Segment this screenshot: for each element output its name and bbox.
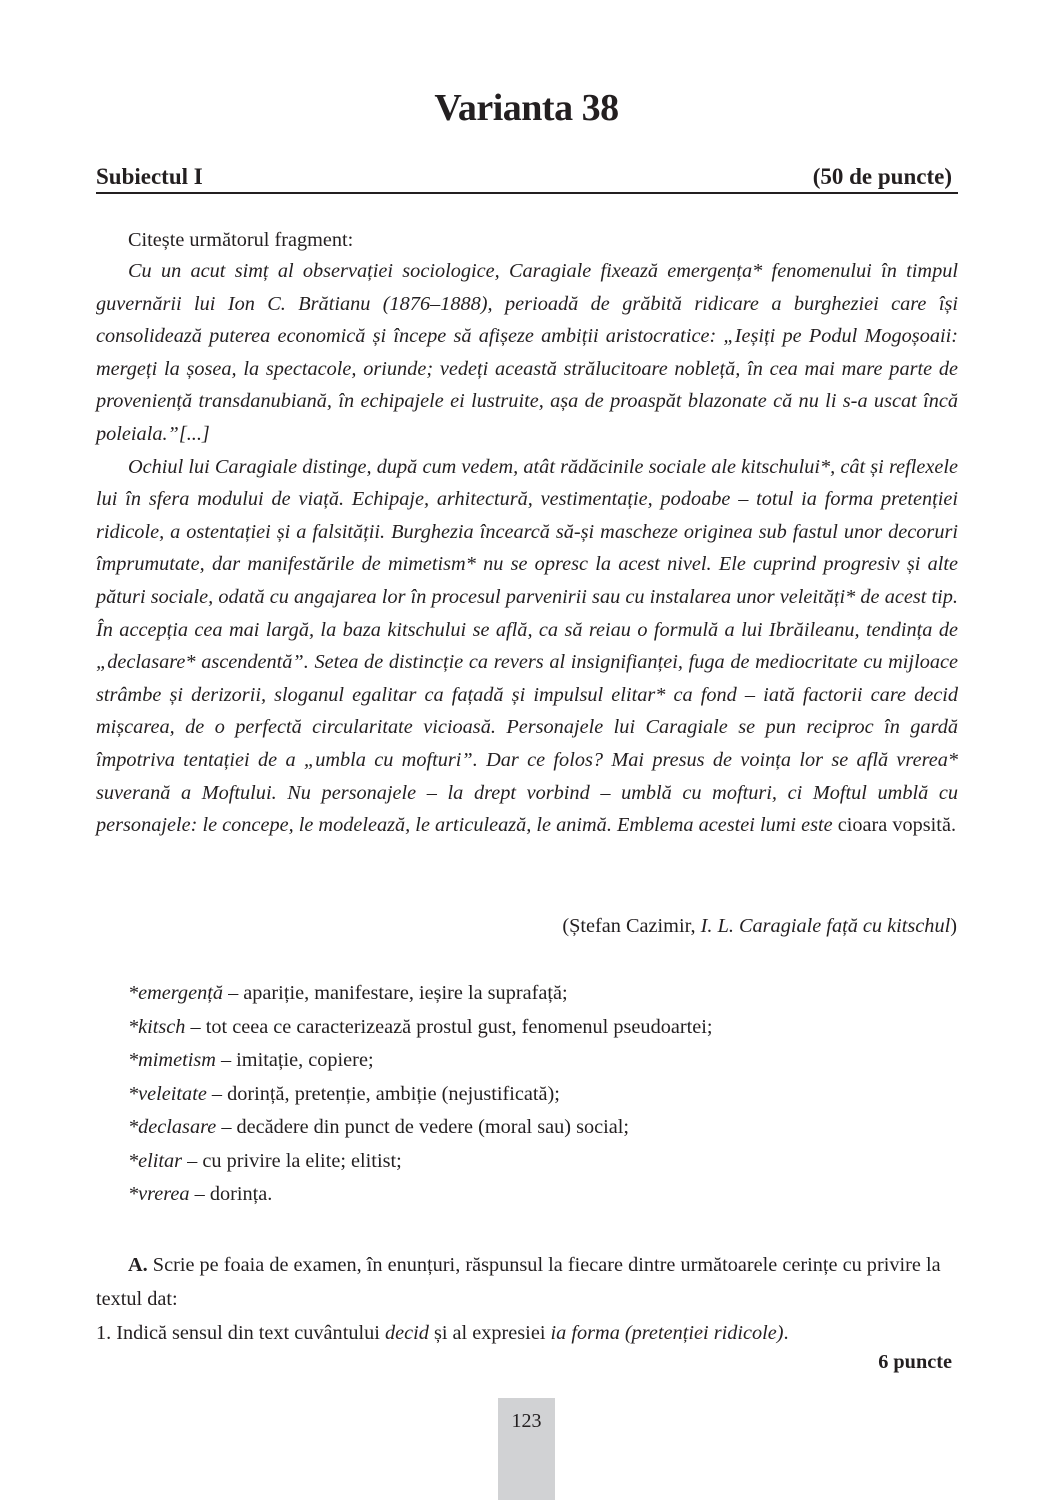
glossary-item: [128, 1044, 713, 1078]
question-1-prefix: 1. Indică sensul din text cuvântului: [96, 1322, 385, 1344]
source-work-title: I. L. Caragiale față cu kitschul: [700, 915, 951, 937]
glossary-item: [128, 1011, 713, 1045]
intro-text: Citește următorul fragment:: [128, 229, 354, 251]
glossary-item: [128, 1145, 713, 1179]
glossary-definition: – apariție, manifestare, ieșire la suprafață;: [223, 982, 568, 1004]
page-title: Varianta 38: [434, 87, 619, 129]
glossary-definition: – cu privire la elite; elitist;: [182, 1149, 402, 1172]
question-1-suffix: .: [783, 1322, 789, 1344]
question-1-points: 6 puncte: [878, 1351, 952, 1373]
glossary-definition: – dorință, pretenție, ambiție (nejustificată);: [206, 1082, 560, 1105]
question-1-expression: ia forma (pretenției ridicole): [550, 1322, 784, 1344]
text-fragment: [96, 255, 958, 842]
fragment-paragraph-1: Cu un acut simț al observației sociologice, Caragiale fixează emergența* fenomenului în timpul guvernării lui Ion C. Brătianu (1876–1888), perioadă de grăbită ridicare a burgheziei care își consolidează puterea economică și începe să afișeze ambiții aristocratice: „Ieșiți pe Podul Mogoșoaii: mergeți la șosea, la spectacole, oriunde; vedeți această strălucitoare nobleță, în cea mai mare parte de proveniență transdanubiană, în echipajele ei lustruite, așa de proaspăt blazonate că nu li s-a uscat încă poleiala.”[...]: [96, 260, 958, 445]
question-1-word: decid: [384, 1322, 429, 1344]
subject-points: (50 de puncte): [812, 164, 952, 189]
source-close: ): [950, 915, 957, 937]
glossary-definition: – imitație, copiere;: [215, 1049, 374, 1071]
page-number: 123: [511, 1410, 542, 1432]
glossary-term: *elitar: [128, 1149, 183, 1172]
glossary-definition: – tot ceea ce caracterizează prostul gust, fenomenul pseudoartei;: [185, 1015, 713, 1038]
question-1: [96, 1316, 958, 1350]
task-instruction-text: Scrie pe foaia de examen, în enunțuri, răspunsul la fiecare dintre următoarele cerințe cu privire la textul dat:: [96, 1254, 941, 1310]
subject-header: [96, 164, 958, 194]
source-author: (Ștefan Cazimir,: [562, 915, 701, 937]
glossary-term: *declasare: [128, 1116, 217, 1138]
glossary-item: [128, 1111, 713, 1145]
glossary-term: *emergență: [128, 982, 223, 1004]
task-section-a: [96, 1248, 958, 1350]
glossary: [128, 977, 713, 1212]
reading-intro: [96, 224, 958, 257]
glossary-term: *veleitate: [128, 1082, 207, 1105]
source-citation: [562, 910, 957, 942]
task-instruction: [96, 1248, 958, 1316]
glossary-term: *kitsch: [128, 1015, 186, 1038]
glossary-term: *vrerea: [128, 1183, 190, 1205]
glossary-item: [128, 977, 713, 1011]
fragment-paragraph-2: [96, 451, 958, 842]
glossary-item: [128, 1078, 713, 1112]
fragment-paragraph-2-end: cioara vopsită.: [837, 814, 957, 837]
glossary-definition: – dorința.: [189, 1183, 273, 1205]
subject-label: Subiectul I: [96, 164, 203, 189]
task-label: A.: [128, 1254, 148, 1276]
glossary-definition: – decădere din punct de vedere (moral sau) social;: [216, 1116, 630, 1138]
question-1-middle: și al expresiei: [428, 1322, 551, 1344]
glossary-item: [128, 1178, 713, 1212]
glossary-term: *mimetism: [128, 1049, 216, 1071]
page-number-tab: [498, 1398, 555, 1500]
fragment-paragraph-2-text: Ochiul lui Caragiale distinge, după cum vedem, atât rădăcinile sociale ale kitschului*, cât și reflexele lui în sfera modului de viață. Echipaje, arhitectură, vestimentație, podoabe – totul ia forma pretenției ridicole, a ostentației și a falsității. Burghezia încearcă să-și mascheze originea sub fastul unor decoruri împrumutate, dar manifestările de mimetism* nu se opresc la acest nivel. Ele cuprind progresiv și alte pături sociale, odată cu angajarea lor în procesul parvenirii sau cu instalarea unor veleități* de acest tip. În accepția cea mai largă, la baza kitschului se află, ca să reiau o formulă a lui Ibrăileanu, tendința de „declasare* ascendentă”. Setea de distincție ca revers al insignifianței, fuga de mediocritate cu mijloace strâmbe și derizorii, sloganul egalitar ca fațadă și impulsul elitar* ca fond – iată factorii care decid mișcarea, de o perfectă circularitate vicioasă. Personajele lui Caragiale se pun reciproc în gardă împotriva tentației de a „umbla cu mofturi”. Dar ce folos? Mai presus de voința lor se află vrerea* suverană a Moftului. Nu personajele – la drept vorbind – umblă cu mofturi, ci Moftul umblă cu personajele: le concepe, le modelează, le articulează, le animă. Emblema acestei lumi este: [96, 455, 958, 837]
